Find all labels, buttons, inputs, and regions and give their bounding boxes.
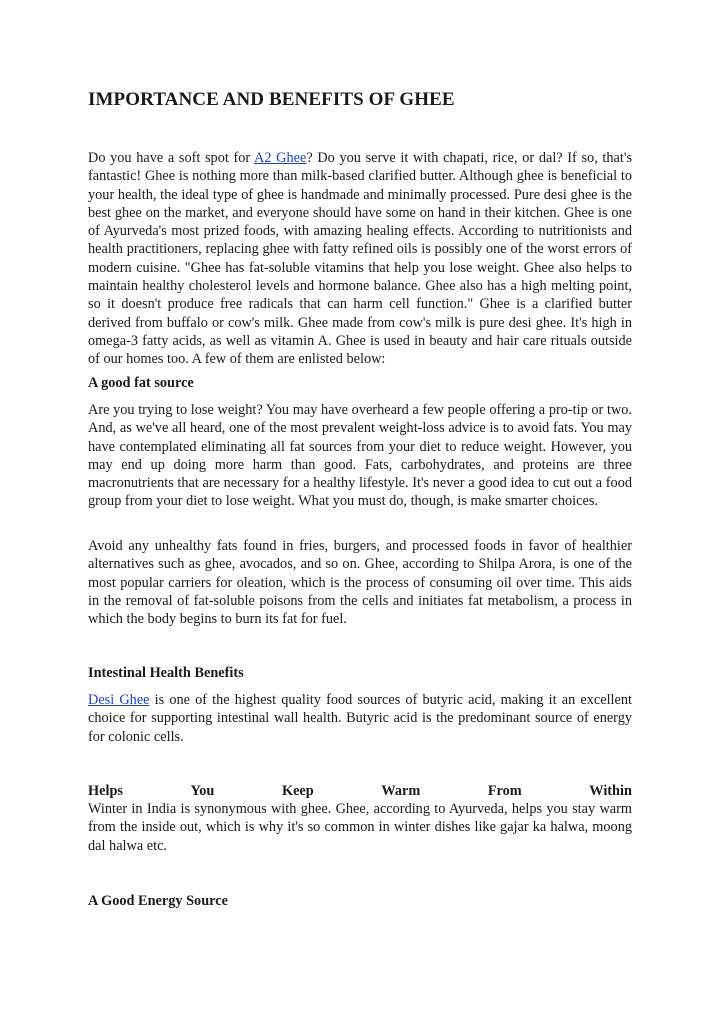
heading-keep-warm — [88, 782, 632, 800]
heading-word: Helps — [88, 783, 123, 799]
page-title: IMPORTANCE AND BENEFITS OF GHEE — [88, 89, 455, 110]
heading-word: Within — [589, 783, 632, 799]
keep-warm-paragraph: Winter in India is synonymous with ghee. Ghee, according to Ayurveda, helps you stay warm from the inside out, which is why it's so common in winter dishes like gajar ka halwa, moong dal halwa etc. — [88, 801, 632, 854]
heading-good-fat-source: A good fat source — [88, 375, 194, 391]
intestinal-paragraph — [88, 691, 632, 746]
a2-ghee-link[interactable]: A2 Ghee — [254, 150, 307, 166]
heading-energy-source: A Good Energy Source — [88, 893, 228, 909]
fat-source-paragraph-1: Are you trying to lose weight? You may have overheard a few people offering a pro-tip or two. And, as we've all heard, one of the most prevalent weight-loss advice is to avoid fats. You may have contemplated eliminating all fat sources from your diet to reduce weight. However, you may end up doing more harm than good. Fats, carbohydrates, and proteins are three macronutrients that are necessary for a healthy lifestyle. It's never a good idea to cut out a food group from your diet to lose weight. What you must do, though, is make smarter choices. — [88, 402, 632, 510]
desi-ghee-link[interactable]: Desi Ghee — [88, 692, 150, 708]
heading-intestinal-health: Intestinal Health Benefits — [88, 665, 244, 681]
intestinal-text-after-link: is one of the highest quality food sources of butyric acid, making it an excellent choice for supporting intestinal wall health. Butyric acid is the predominant source of energy for colonic cells. — [88, 692, 632, 745]
fat-source-paragraph-2: Avoid any unhealthy fats found in fries, burgers, and processed foods in favor of healthier alternatives such as ghee, avocados, and so on. Ghee, according to Shilpa Arora, is one of the most popular carriers for oleation, which is the process of consuming oil over time. This aids in the removal of fat-soluble poisons from the cells and initiates fat metabolism, a process in which the body begins to burn its fat for fuel. — [88, 538, 632, 628]
heading-word: Warm — [381, 783, 421, 799]
intro-paragraph — [88, 149, 632, 369]
intro-text-before-link: Do you have a soft spot for — [88, 150, 255, 166]
heading-word: You — [190, 783, 215, 799]
intro-text-after-link: ? Do you serve it with chapati, rice, or dal? If so, that's fantastic! Ghee is nothing more than milk-based clarified butter. Although ghee is beneficial to your health, the ideal type of ghee is handmade and minimally processed. Pure desi ghee is the best ghee on the market, and everyone should have some on hand in their kitchen. Ghee is one of Ayurveda's most prized foods, with amazing healing effects. According to nutritionists and health practitioners, replacing ghee with fatty refined oils is possibly one of the worst errors of modern cuisine. "Ghee has fat-soluble vitamins that help you lose weight. Ghee also helps to maintain healthy cholesterol levels and hormone balance. Ghee also has a high melting point, so it doesn't produce free radicals that can harm cell function." Ghee is a clarified butter derived from buffalo or cow's milk. Ghee made from cow's milk is pure desi ghee. It's high in omega-3 fatty acids, as well as vitamin A. Ghee is used in beauty and hair care rituals outside of our homes too. A few of them are enlisted below: — [88, 150, 633, 368]
heading-word: Keep — [281, 783, 314, 799]
heading-word: From — [487, 783, 522, 799]
